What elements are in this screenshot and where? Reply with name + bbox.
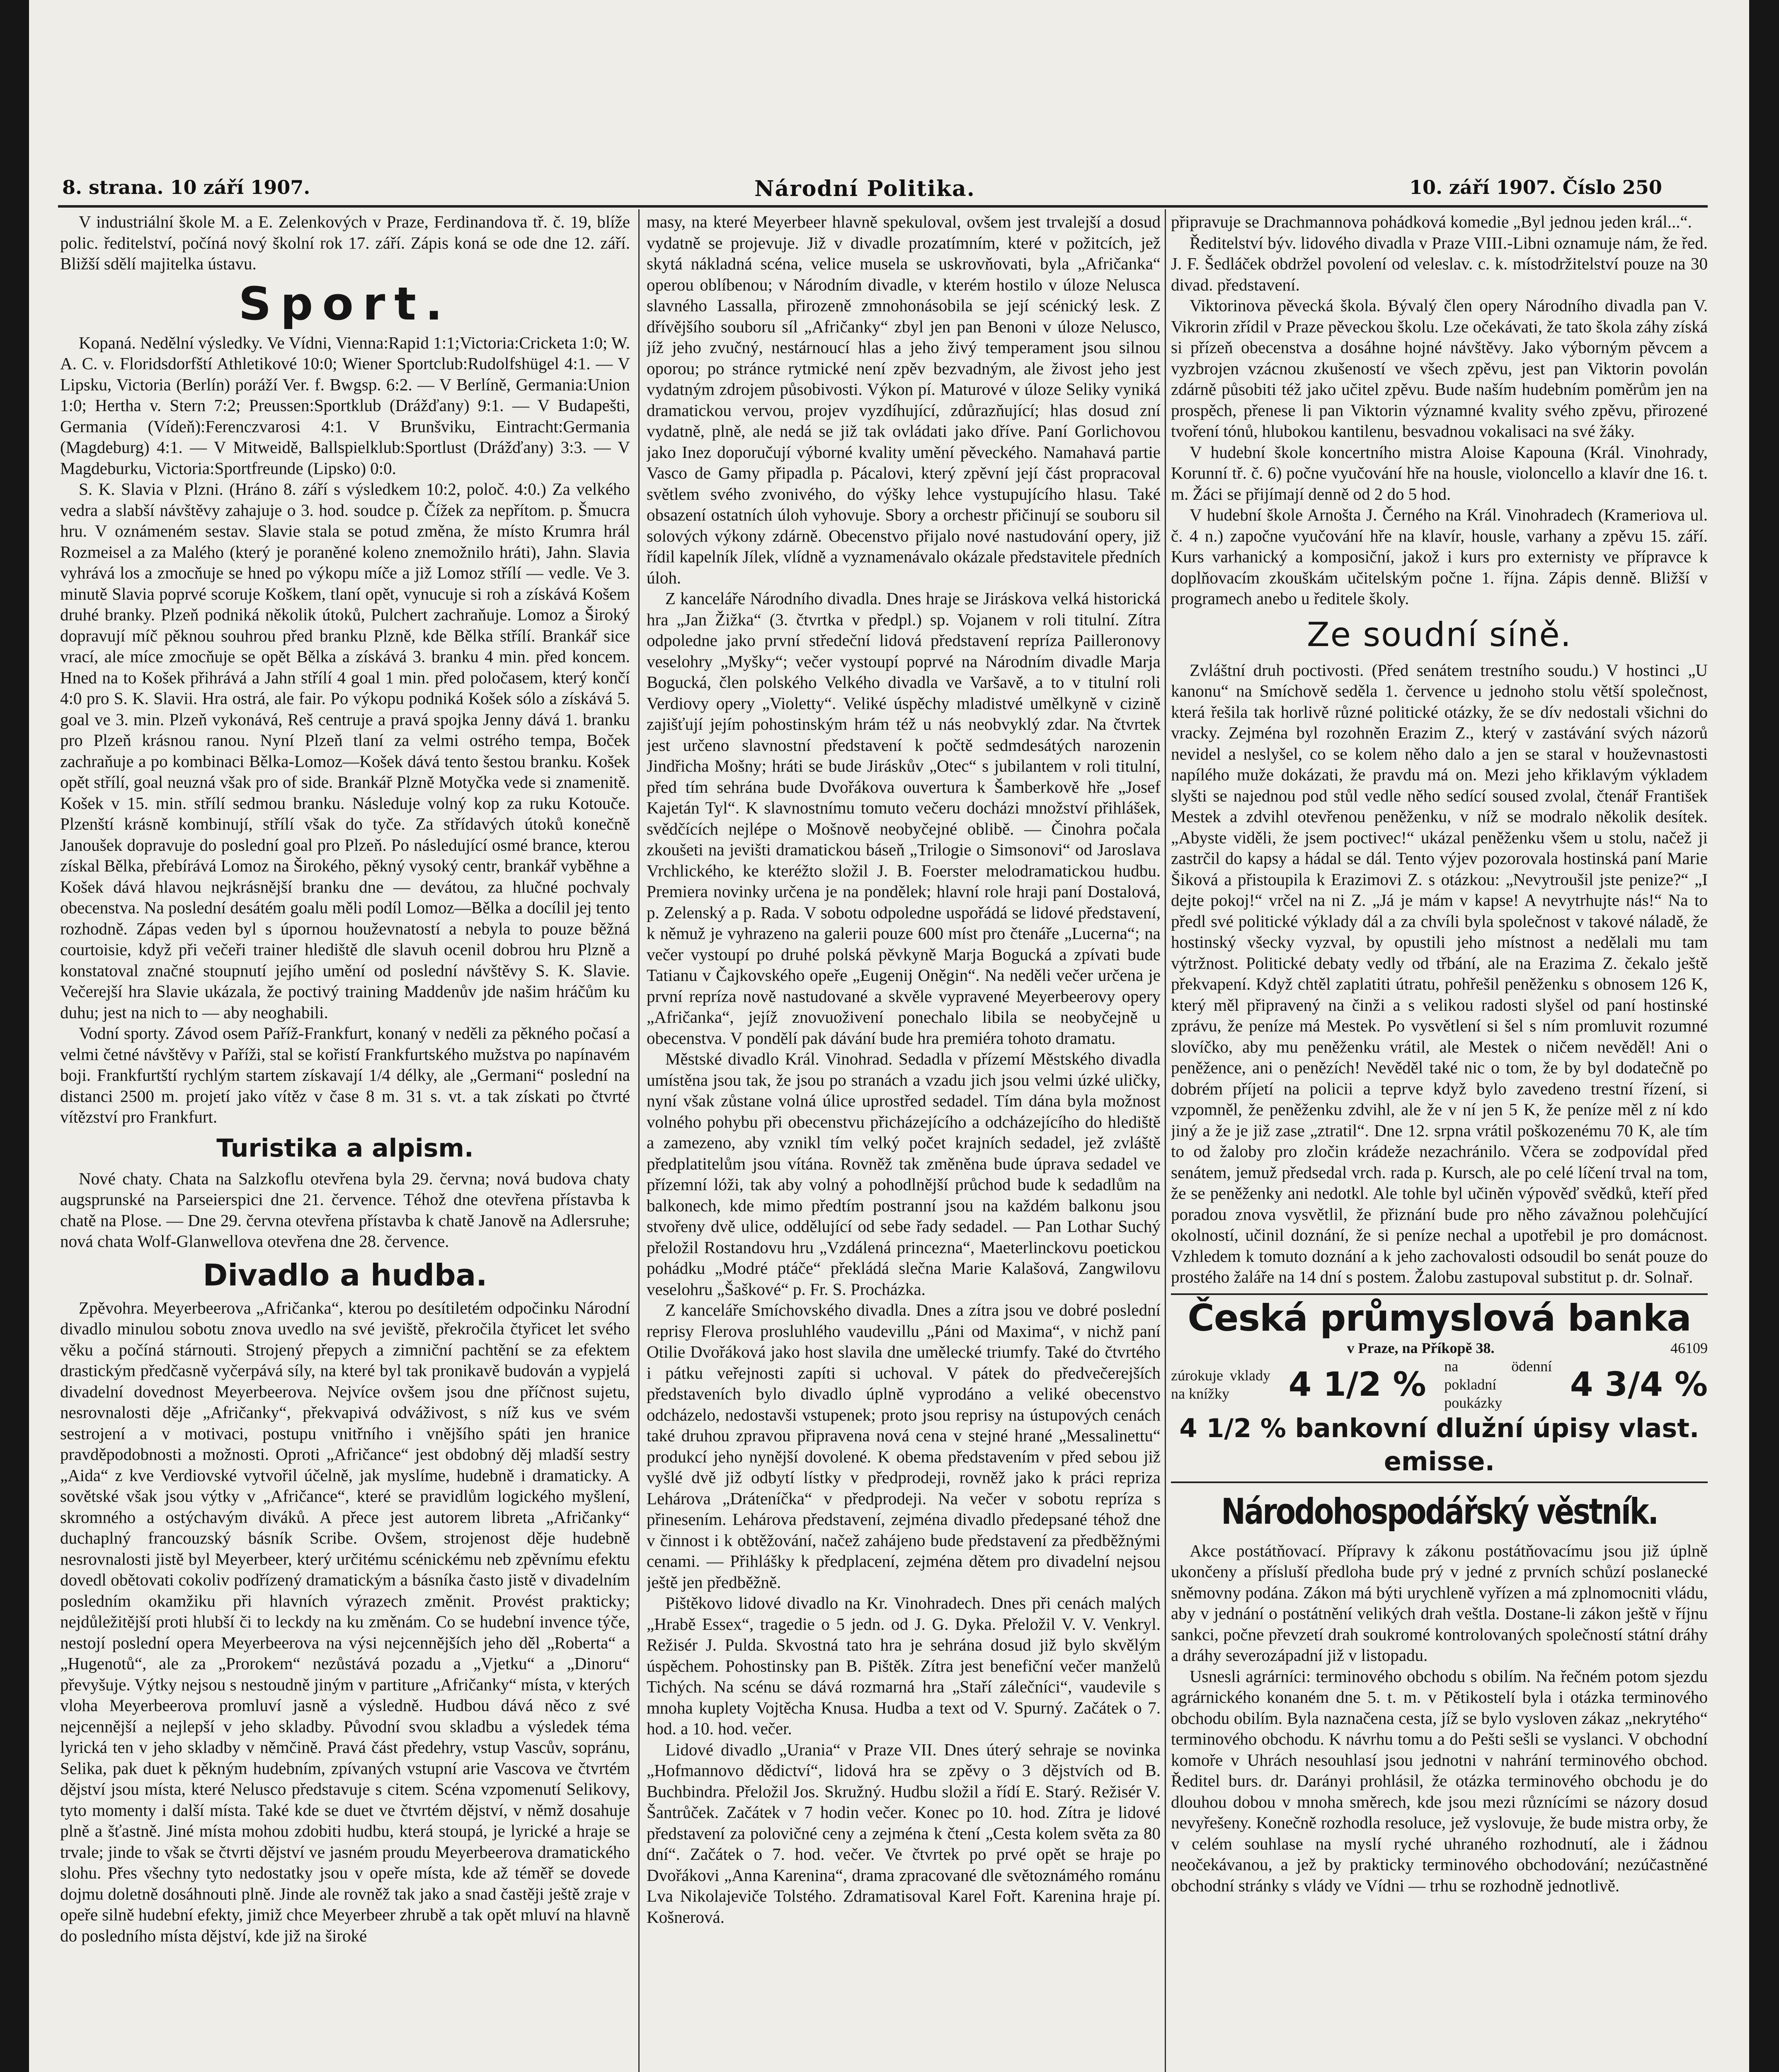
column-1 bbox=[60, 211, 630, 2072]
column-3 bbox=[1171, 211, 1708, 2072]
bank-bonds: 4 1/2 % bankovní dlužní úpisy vlast. emisse. bbox=[1179, 1413, 1699, 1477]
page-header-left: 8. strana. 10 září 1907. bbox=[62, 176, 310, 198]
section-heading-sport: Sport. bbox=[238, 277, 452, 330]
header-rule bbox=[58, 205, 1708, 208]
bank-code: 46109 bbox=[1670, 1339, 1708, 1356]
article-honesty-court-case: Zvláštní druh poctivosti. (Před senátem trestního soudu.) V hostinci „U kanonu“ na Smíchově seděla 1. července u jednoho stolu větší společnost, která řešila tak horlivě různé politické otázky, že se dív nedostali všichni do vracky. Zejména byl rozohněn Erazim Z., který v zastávání svých názorů nevidel a neslyšel, co se kolem něho dalo a jen se staral v houževnastosti napílého muže dokázati, že pravdu má on. Mezi jeho křiklavým výkladem slyšti se najednou pod stůl vedle něho sedící soused zvolal, čtenář František Mestek a zdvihl otevřenou peněženku, v níž se modralo několik desítek. „Abyste viděli, že jsem poctivec!“ ukázal peněženku všem u stolu, načež ji zastrčil do kapsy a hádal se dál. Tento výjev pozorovala hostinská paní Marie Šiková a přistoupila k Erazimovi Z. s otázkou: „Nevytroušil jste penize?“ „I dejte pokoj!“ vrčel na ni Z. „Já je mám v kapse! A nevytrhujte nás!“ Na to předl své politické výklady dál a za chvíli byla společnost v takové náladě, že hostinský všecky vyzval, by opustili jeho místnost a nedělali mu tam výtržnost. Politické debaty vedly od třbání, ale na Erazima Z. čekalo ještě překvapení. Když chtěl zaplatiti útratu, pohřešil peněženku s obnosem 126 K, který měl připravený na činži a s velikou radosti slyšel od paní hostinské zprávu, že peníze má Mestek. Po vysvětlení si šel s ním promluvit rozumné slovíčko, aby mu peněženku vrátil, ale Mestek o ničem nevěděl! Ani o peněžence, ani o penězích! Nevěděl také nic o tom, že by byl dodatečně po dobrém příjetí na policii a teprve když bylo zavedeno trestní řízení, si vzpomněl, že peněženku zdvihl, ale že v ní jen 5 K, že peníze měl z ní kdo jiný a že je již zase „ztratil“. Dne 12. srpna vrátil poškozenému 70 K, ale tím to od žaloby pro zločin krádeže nezachránilo. Včera se zodpovídal před senátem, jemuž předsedal vrch. rada p. Kursch, ale po celé líčení trval na tom, že se peněženky ani nedotkl. Ale tohle byl učiněn výpověď svědků, kteří před poradou znova vysvětlil, že přiznání bude pro něho závažnou polehčující okolností, učinil doznání, že si peníze nechal a upotřebil je pro domácnost. Vzhledem k tomuto doznání a k jeho zachovalosti odsoudil bo senát pouze do prostého žaláře na 14 dní s postem. Žalobu zastupoval substitut p. dr. Solnař. bbox=[1171, 660, 1708, 1286]
article-kapoun-school: V hudební škole koncertního mistra Aloise Kapouna (Král. Vinohrady, Korunní tř. č. 6) počne vyučování hře na housle, violoncello a klavír dne 16. t. m. Žáci se přijímají denně od 2 do 5 hod. bbox=[1171, 442, 1708, 503]
column-divider bbox=[1165, 209, 1166, 2072]
article-drachmann-continued: připravuje se Drachmannova pohádková komedie „Byl jednou jeden král...“. bbox=[1171, 212, 1692, 231]
bank-certificates-label: na ödenní pokladní poukázky bbox=[1444, 1358, 1552, 1411]
article-nationalisation: Akce postátňovací. Přípravy k zákonu postátňovacímu jsou již úplně ukončeny a přísluší předloha bude prý v jedné z prvních schůzí poslanecké sněmovny podána. Zákon má býti urychleně vyřízen a má zplnomocniti vládu, aby v jednání o postátnění velikých drah veštla. Dostane-li zákon ještě v říjnu sankci, počne převzetí drah soukromé kontrolovaných společností státní dráhy a dráhy severozápadní již v listopadu. bbox=[1171, 1541, 1708, 1665]
bank-rates-row bbox=[1171, 1357, 1708, 1412]
article-water-sports: Vodní sporty. Závod osem Paříž-Frankfurt, konaný v neděli za pěkného počasí a velmi četné návštěvy v Paříži, stal se kořistí Frankfurtského mužstva po napínavém boji. Frankfurtští rychlým startem získavají 1/4 délky, ale „Germani“ poslední na distanci 2500 m. projetí jako vítěz v čase 8 m. 31 s. vt. a tak získati po čtvrté vítězství pro Frankfurt. bbox=[60, 1024, 630, 1126]
section-heading-tourism: Turistika a alpism. bbox=[216, 1133, 474, 1163]
article-vinohrady-theatre: Městské divadlo Král. Vinohrad. Sedadla v přízemí Městského divadla umístěna jsou tak, že jsou po stranách a vzadu jich jsou velmi úzké uličky, nyní však zůstane volná úlice uprostřed sedadel. Tím dána byla možnost volného pohybu při obecenstvu přicházejícího a odcházejícího do hlediště a zamezeno, aby vznikl tím velký počet krajních sedadel, jež zvláště předplatitelům jsou vítána. Rovněž tak změněna bude úprava sedadel ve přízemní lóži, tak aby volný a pohodlnější průchod bude k sedadlům na balkonech, kde mimo předtím postranní jsou na každém balkonu jsou stvořeny dvě ulice, oddělující od sebe řady sedadel. — Pan Lothar Suchý přeložil Rostandovu hru „Vzdálená princezna“, Maeterlinckovu poetickou pohádku „Modré ptáče“ překládá slečna Marie Kalašová, Zangwilovu veselohru „Šaškové“ p. Fr. S. Procházka. bbox=[647, 1049, 1161, 1299]
bank-certificates-rate: 4 3/4 % bbox=[1570, 1365, 1708, 1404]
column-divider bbox=[638, 209, 640, 2072]
column-2 bbox=[647, 211, 1161, 2072]
article-cerny-school: V hudební škole Arnošta J. Černého na Král. Vinohradech (Krameriova ul. č. 4 n.) započne vyučování hře na klavír, housle, varhany a zpěvu 15. září. Kurs varhanický a komposiční, jakož i kurs pro externisty ve přípravce k doplňovacím zkouškám učitelským počne 1. října. Zápis denně. Bližší v programech anebo u ředitele školy. bbox=[1171, 505, 1708, 608]
article-libne-theatre: Ředitelství býv. lidového divadla v Praze VIII.-Libni oznamuje nám, že řed. J. F. Šedláček obdržel povolení od veleslav. c. k. místodržitelství pouze na 30 divad. představení. bbox=[1171, 233, 1708, 294]
article-new-huts: Nové chaty. Chata na Salzkoflu otevřena byla 29. června; nová budova chaty augsprunské na Parseierspici dne 21. července. Téhož dne otevřena přístavba k chatě na Plose. — Dne 29. června otevřena přístavba k chatě Janově na Adlersruhe; nová chata Wolf-Glanwellova otevřena dne 28. července. bbox=[60, 1169, 630, 1251]
article-industrial-school: V industriální škole M. a E. Zelenkových v Praze, Ferdinandova tř. č. 19, blíže polic. ředitelství, počíná nový školní rok 17. září. Zápis koná se ode dne 12. září. Bližší sdělí majitelka ústavu. bbox=[60, 212, 630, 273]
page-header-right: 10. září 1907. Číslo 250 bbox=[1409, 176, 1662, 198]
section-heading-theatre-music: Divadlo a hudba. bbox=[203, 1257, 487, 1293]
article-national-theatre-office: Z kanceláře Národního divadla. Dnes hraje se Jiráskova velká historická hra „Jan Žižka“ (3. čtvrtka v předpl.) sp. Vojanem v roli titulní. Zítra odpoledne jako první středeční lidová představení repríza Pailleronovy veselohry „Myšky“; večer vystoupí poprvé na Národním divadle Marja Bogucká, člen polského Velkého divadla ve Varšavě, a to v titulní roli Verdiovy opery „Violetty“. Veliké úspěchy mladistvé umělkyně v cizině zajišťují jejím pohostinským hrám též u nás neobvyklý zdar. Na čtvrtek jest určeno slavnostní představení k počtě sedmdesátých narozenin Jindřicha Mošny; hráti se bude Jiráskův „Otec“ s jubilantem v roli titulní, před tím sehrána bude Dvořákova ouvertura k Šamberkově hře „Josef Kajetán Tyl“. K slavnostnímu tomuto večeru docházi množství přihlášek, svědčících nejlépe o Mošnově neobyčejné oblibě. — Činohra počala zkoušeti na jevišti dramatickou báseň „Trilogie o Simsonovi“ od Jaroslava Vrchlického, ke kteréžto složil J. B. Foerster melodramatickou hudbu. Premiera novinky určena je na pondělek; hlavní role hraji paní Dostalová, p. Zelenský a p. Rada. V sobotu odpoledne uspořádá se lidové představení, k němuž je vyhrazeno na galerii pouze 600 míst pro čtenáře „Lucerna“; na večer vystoupí po druhé polská pěvkyně Marja Bogucká a zpívati bude Tatianu v Čajkovského opeře „Eugenij Oněgin“. Na neděli večer určena je první repríza nově nastudované a skvěle vypravené Meyerbeerovy opery „Afričanka“, jejíž znovuoživení ponechalo libila se neobyčejně u obecenstva. V pondělí pak dávání bude hra premiéra tohoto dramatu. bbox=[647, 589, 1161, 1048]
article-viktorin-school: Viktorinova pěvecká škola. Bývalý člen opery Národního divadla pan V. Vikrorin zřídil v Praze pěveckou školu. Lze očekávati, že tato škola záhy získá si přízeň obecenstva a dosáhne hojné návštěvy. Jako výborným pěvcem a vyzbrojen vzácnou zkušeností ve všech zpěvu, jest pan Viktorin povolán zdárně působiti též jako učitel zpěvu. Bude naším hudebním poměrům jen na prospěch, přenese li pan Viktorin významné kvality svého zpěvu, přirozené tvoření tónů, hlubokou kantilenu, besvadnou vokalisaci na své žáky. bbox=[1171, 296, 1708, 441]
article-urania-theatre: Lidové divadlo „Urania“ v Praze VII. Dnes úterý sehraje se novinka „Hofmannovo dědictví“, lidová hra se zpěvy o 3 dějstvích od B. Buchbindra. Přeložil Jos. Skružný. Hudbu složil a řídí E. Starý. Režisér V. Šantrůček. Začátek v 7 hodin večer. Konec po 10. hod. Zítra je lidové představení za polovičné ceny a zejména k čtení „Cesta kolem světa za 80 dní“. Začátek o 7. hod. večer. Ve čtvrtek po prvé opět se hraje po Dvořákovi „Anna Karenina“, drama zpracované dle světoznámého románu Lva Nikolajeviče Tolstého. Zdramatisoval Karel Fořt. Karenina hraje pí. Košnerová. bbox=[647, 1740, 1161, 1927]
article-smichov-theatre: Z kanceláře Smíchovského divadla. Dnes a zítra jsou ve dobré poslední reprisy Flerova prosluhlého vaudevillu „Páni od Maxima“, v nichž paní Otilie Dvořáková jako host slavila dne umělecké triumfy. Také do čtvrtého i pátku veřejnosti zapíti si uchoval. V pátek do předvečerejších představeních bylo divadlo úplně vyprodáno a veliké obecenstvo odcházelo, nedostavši vstupenek; proto jsou reprisy na ústupových cenách také druhou zpravou připravena nová cena v stejné hrané „Messalinettu“ produkcí jeho nynější dovolené. K obema představením v před sebou již vyšlé dvě již odbytí lístky v předprodeji, rovněž jako k práci repriza Lehárova „Dráteníčka“ v předprodeji. Na večer v sobotu repríza s přinesením. Lehárova představení, zejména divadlo předepsané téhož dne v činnost i k obtěžování, načež zahájeno bude představení za předběžnými cenami. — Přihlášky k předplacení, zejména dětem pro divadelní nejsou ještě jen předběžně. bbox=[647, 1300, 1161, 1592]
article-pistek-theatre: Pištěkovo lidové divadlo na Kr. Vinohradech. Dnes při cenách malých „Hrabě Essex“, tragedie o 5 jedn. od J. G. Dyka. Přeložil V. V. Venkryl. Režisér J. Pulda. Skvostná tato hra je sehrána dosud již bylo skvělým úspěchem. Pohostinsky pan B. Pištěk. Zítra jest benefiční večer manželů Tichých. Na scénu se dává rozmarná hra „Staří zálečníci“, vaudevile s mnoha kuplety Vojtěcha Knusa. Hudba a text od V. Spurný. Začátek o 7. hod. a 10. hod. večer. bbox=[647, 1593, 1161, 1738]
article-slavia-plzen: S. K. Slavia v Plzni. (Hráno 8. září s výsledkem 10:2, poloč. 4:0.) Za velkého vedra a slabší návštěvy zahajuje o 3. hod. soudce p. Čížek za nepřítom. p. Šmucra hru. V oznámeném sestav. Slavie stala se potud změna, že místo Krumra hrál Rozmeisel a za Malého (který je poraněné koleno znemožnilo hráti), Jahn. Slavia vyhrává los a zmocňuje se hned po výkopu míče a již Lomoz střílí — vedle. Ve 3. minutě Slavia poprvé scoruje Koškem, tlaní opět, vynucuje si roh a získává Košem druhé branky. Plzeň podniká několik útoků, Pulchert zachraňuje. Lomoz a Široký dopravují míč pěknou souhrou před branku Plzně, kde Bělka střílí. Brankář sice vrací, ale míce zmocňuje se opět Bělka a získává 3. branku 4 min. před koncem. Hned na to Košek přihrává a Jahn střílí 4 goal 1 min. před poločasem, který končí 4:0 pro S. K. Slavii. Hra ostrá, ale fair. Po výkopu podniká Košek sólo a získává 5. goal ve 3. min. Plzeň vykonává, Reš centruje a pravá spojka Jenny dává 1. branku pro Plzeň krásnou ranou. Nyní Plzeň tlaní za velmi ostrého tempa, Boček zachraňuje a po kombinaci Bělka-Lomoz—Košek dává tento šestou branku. Košek opět střílí, goal neuzná však pro of side. Brankář Plzně Motyčka vede si znamenitě. Košek v 15. min. střílí sedmou branku. Následuje volný kop za ruku Kotouče. Plzenští krásně kombinují, střílí však do tyče. Za střídavých útoků konečně Janoušek dopravuje do poslední goal pro Plzeň. Po následující osmé brance, kterou získal Bělka, přebírává Lomoz na Širokého, pěkný vysoký centr, brankář vyběhne a Košek dává hlavou nejkrásnější branku dne — devátou, za hlučné pochvaly obecenstva. Na poslední desátém goalu měli podíl Lomoz—Bělka a docílil jej tento rozhodně. Zápas veden byl s úpornou houževnatostí a nebyla to pouze běžná courtoisie, když při večeři trainer hlediště dle slavuh ocenil dobrou hru Plzně a konstatoval značné stoupnutí jejího umění od poslední návštěvy S. K. Slavie. Večerejší hra Slavie ukázala, že poctivý training Maddenův jde našim hráčům ku duhu; jest na nich to — aby neoghabili. bbox=[60, 479, 630, 1022]
bank-deposits-label: zúrokuje vklady na knížky bbox=[1171, 1367, 1270, 1402]
article-opera-review: Zpěvohra. Meyerbeerova „Afričanka“, kterou po desítiletém odpočinku Národní divadlo minulou sobotu znova uvedlo na své jeviště, překročila čtyřicet let svého věku a počíná stárnouti. Strojený přepych a zimniční pachtění se za efektem drastickým předčasně vyčerpává síly, na které byl tak pronikavě budován a vypjelá divadelní dovednost Meyerbeerova. Nejvíce ovšem jsou dne příčnost sujetu, nesrovnalosti děje „Afričanky“, překvapivá odváživost, s níž kus ve svém sestrojení a v motivaci, postupu vnitřního i vnějšího spáti jen hranice pravděpodobnosti a možnosti. Oproti „Afričance“ jest obdobný děj mladší sestry „Aida“ z kve Verdiovské vytvořil účelně, jak myslíme, hudebně i dramaticky. A sovětské však jsou výtky v „Afričance“, které se pravidlům logického myšlení, skromného a ostýchavým diváků. A přece jest autorem libreta „Afričanky“ duchaplný francouzský básník Scribe. Ovšem, strojenost děje hudebně nesrovnalosti jistě byl Meyerbeer, který určitému scénickému neb zpěvnímu efektu dovedl obětovati cokoliv podřízený dramatickým a básníka často jistě v divadelním posledním okamžiku při hlavních výrazech změnit. Provést prakticky; nejdůležitější proti hlubší či to leckdy na ku změnám. Co se hudební invence týče, nestojí poslední opera Meyerbeerova na výsi nejcennějších jeho děl „Roberta“ a „Hugenotů“, ale za „Prorokem“ nezůstává pozadu a „Vjetku“ a „Dinoru“ převyšuje. Výtky nejsou s nestoudně jiným v partiture „Afričanky“ místa, v kterých vloha Meyerbeerova promluví jasně a výsledně. Hudbou dává něco z své nejcennější a nejlepší v jeho skladby. Původní svou skladbu a výsledek téma lyrická ten v jeho skladby v němčině. Pravá část předehry, vstup Vascův, sopránu, Selika, pak duet k pěkným hudebním, zpívaných vstupní arie Vascova ve čtvrtém dějství jsou místa, které Nelusco představuje s citem. Scéna vzpomenutí Selikovy, tyto momenty i další místa. Také kde se duet ve čtvrtém dějství, v němž dosahuje plně a šťastně. Jiné místa mohou zdobiti hudbu, která stoupá, je lyrické a hraje se trvale; jinde to však se čtvrti dějství ve jasném proudu Meyerbeerova dramatického slohu. Přes všechny tyto nedostatky jsou v opeře místa, kde až téměř se dovede dojmu doletně dosáhnouti plně. Jinde ale rovněž tak jako a snad častěji ještě zraje v opeře silně hudební efekty, jimiž chce Meyerbeer zhrubě a tak opět mluví na hlavně do posledního místa dějství, kde již na široké bbox=[60, 1298, 630, 1945]
section-heading-economy: Národohospodářský věstník. bbox=[1221, 1491, 1658, 1532]
section-heading-court: Ze soudní síně. bbox=[1306, 615, 1572, 654]
article-opera-review-continued: masy, na které Meyerbeer hlavně spekuloval, ovšem jest trvalejší a dosud vydatně se projevuje. Již v divadle prozatímním, které v požitcích, jež skytá nákladná scéna, velice musela se uskrovňovati, byla „Afričanka“ operou oblíbenou; v Národním divadle, v kterém hostilo v úloze Nelusca slavného Lassalla, přirozeně zmnohonásobila se její scénický lesk. Z dřívějšího souboru síl „Afričanky“ zbyl jen pan Benoni v úloze Nelusco, jíž jeho zvučný, nestárnoucí hlas a jeho živý temperament jsou silnou oporou; po stránce rytmické není zpěv bezvadným, ale živost jeho jest vydatným zdrojem působivosti. Výkon pí. Maturové v úloze Seliky vyniká dramatickou vervou, projev vyzdíhující, zdůrazňující; hlas dosud zní vydatně, plně, ale nedá se již tak ovládati jako dříve. Paní Gorlichovou jako Inez doporučují výborné kvality umění pěveckého. Namahavá partie Vasco de Gamy připadla p. Pácalovi, který zpěvní její část propracoval světlem svého zvonivého, do výšky lehce vystupujícího hlasu. Také obsazení ostatních úloh vyhovuje. Sbory a orchestr přičinují se souboru sil solových výkony zdárně. Obecenstvo přijalo nové nastudování opery, již řídil kapelník Jílek, vlídně a vyznamenávalo okázale představitele předních úloh. bbox=[647, 212, 1161, 587]
article-agrarian-grain-trade: Usnesli agrárníci: terminového obchodu s obilím. Na řečném potom sjezdu agrárnického konaném dne 5. t. m. v Pětikostelí byla i otázka terminového obchodu obilím. Byla naznačena cesta, jíž se bylo vysloven zákaz „nekrytého“ terminového obchodu. K návrhu tomu a do Pešti sešli se vyslanci. V obchodní komoře v Uhrách nesouhlasí jsou jednotni v nahrání terminového obchod. Ředitel burs. dr. Darányi prohlásil, že otázka terminového obchodu je do dlouhou dobou v mnoha směrech, kde jsou mezi různícími se názory dosud nevyřešeny. Konečně rozhodla resoluce, jež vyslovuje, že bude mistra orby, že v celém souhlase na myslí ryché uhraného rozhodnutí, ale i žádnou neočekávanou, a jež by prakticky terminového obchodování; nezúčastněné obchodní stránky s vlády ve Vídni — trhu se rozhodně jednotlivě. bbox=[1171, 1666, 1708, 1895]
page-header-masthead: Národní Politika. bbox=[754, 176, 975, 201]
bank-advertisement bbox=[1171, 1293, 1708, 1483]
article-football-results: Kopaná. Nedělní výsledky. Ve Vídni, Vienna:Rapid 1:1;Victoria:Cricketa 1:0; W. A. C. v. Floridsdorfští Athletikové 10:0; Wiener Sportclub:Rudolfshügel 4:1. — V Lipsku, Victoria (Berlín) poráží Ver. f. Bwgsp. 6:2. — V Berlíně, Germania:Union 1:0; Hertha v. Stern 7:2; Preussen:Sportklub (Drážďany) 9:1. — V Budapešti, Germania (Vídeň):Ferenczvarosi 4:1. V Brunšviku, Eintracht:Germania (Magdeburg) 4:1. — V Mitweidě, Ballspielklub:Sportlust (Drážďany) 3:3. — V Magdeburku, Victoria:Sportfreunde (Lipsko) 0:0. bbox=[60, 333, 630, 478]
bank-title: Česká průmyslová banka bbox=[1188, 1296, 1691, 1339]
bank-address: v Praze, na Příkopě 38. bbox=[1347, 1339, 1495, 1356]
bank-address-row bbox=[1171, 1339, 1708, 1357]
bank-deposits-rate: 4 1/2 % bbox=[1288, 1365, 1426, 1404]
